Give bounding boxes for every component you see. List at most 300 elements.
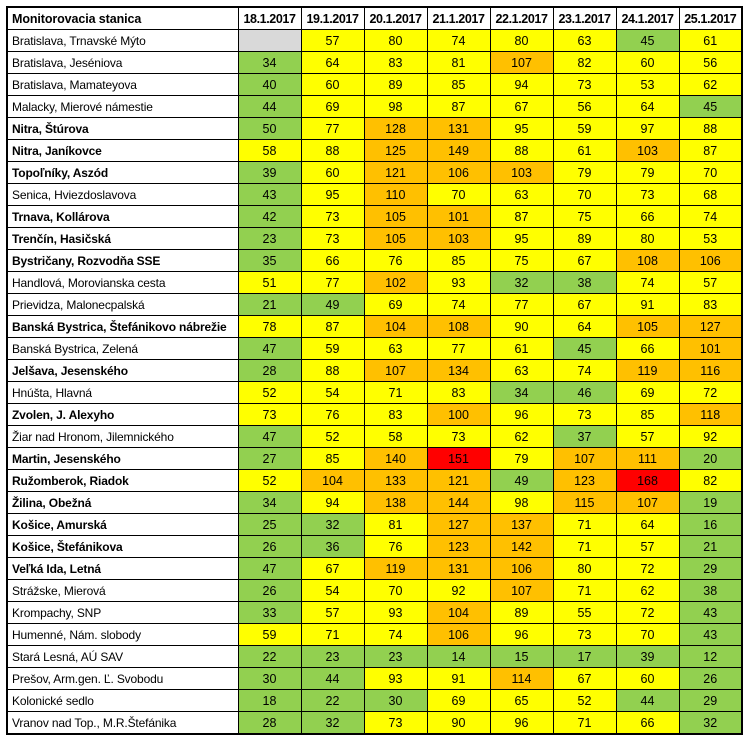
value-cell: 71 [553,514,616,536]
value-cell: 121 [364,162,427,184]
value-cell: 125 [364,140,427,162]
table-row [7,228,742,250]
value-cell: 73 [553,74,616,96]
station-name-cell: Žiar nad Hronom, Jilemnického [7,426,238,448]
value-cell: 26 [679,668,742,690]
value-cell: 85 [427,74,490,96]
station-name-cell: Humenné, Nám. slobody [7,624,238,646]
value-cell: 105 [616,316,679,338]
value-cell: 38 [553,272,616,294]
value-cell: 58 [364,426,427,448]
value-cell: 118 [679,404,742,426]
date-column-header: 22.1.2017 [490,7,553,30]
value-cell: 69 [364,294,427,316]
value-cell: 14 [427,646,490,668]
value-cell: 59 [238,624,301,646]
value-cell: 88 [301,360,364,382]
value-cell: 70 [679,162,742,184]
value-cell: 60 [301,162,364,184]
station-name-cell: Košice, Amurská [7,514,238,536]
value-cell: 26 [238,580,301,602]
value-cell: 77 [301,272,364,294]
table-row [7,580,742,602]
table-row [7,360,742,382]
value-cell: 70 [616,624,679,646]
value-cell: 123 [427,536,490,558]
table-row [7,338,742,360]
value-cell: 27 [238,448,301,470]
value-cell: 94 [301,492,364,514]
table-row [7,624,742,646]
value-cell: 25 [238,514,301,536]
value-cell: 88 [679,118,742,140]
table-row [7,404,742,426]
table-row [7,470,742,492]
value-cell: 33 [238,602,301,624]
value-cell: 67 [553,668,616,690]
value-cell: 87 [301,316,364,338]
value-cell: 73 [301,228,364,250]
station-column-header: Monitorovacia stanica [7,7,238,30]
value-cell: 46 [553,382,616,404]
table-row [7,250,742,272]
value-cell: 17 [553,646,616,668]
value-cell: 75 [490,250,553,272]
value-cell: 87 [427,96,490,118]
table-row [7,602,742,624]
value-cell: 104 [427,602,490,624]
table-row [7,448,742,470]
station-name-cell: Trenčín, Hasičská [7,228,238,250]
value-cell: 18 [238,690,301,712]
table-row [7,74,742,96]
value-cell: 57 [301,602,364,624]
value-cell: 72 [616,602,679,624]
table-row [7,184,742,206]
date-column-header: 23.1.2017 [553,7,616,30]
value-cell: 103 [427,228,490,250]
table-row [7,272,742,294]
value-cell: 53 [616,74,679,96]
value-cell: 63 [490,360,553,382]
table-row [7,294,742,316]
value-cell: 64 [616,96,679,118]
table-header-row [7,7,742,30]
value-cell: 98 [490,492,553,514]
value-cell: 104 [364,316,427,338]
value-cell: 140 [364,448,427,470]
value-cell: 73 [553,404,616,426]
station-name-cell: Veľká Ida, Letná [7,558,238,580]
value-cell: 133 [364,470,427,492]
value-cell: 116 [679,360,742,382]
table-row [7,558,742,580]
value-cell: 34 [238,52,301,74]
value-cell: 107 [616,492,679,514]
value-cell: 52 [238,382,301,404]
table-row [7,690,742,712]
value-cell: 87 [679,140,742,162]
value-cell: 74 [427,30,490,52]
value-cell: 51 [238,272,301,294]
table-row [7,206,742,228]
value-cell: 134 [427,360,490,382]
value-cell: 71 [553,536,616,558]
value-cell: 97 [616,118,679,140]
station-name-cell: Nitra, Janíkovce [7,140,238,162]
value-cell: 91 [427,668,490,690]
station-name-cell: Vranov nad Top., M.R.Štefánika [7,712,238,735]
station-name-cell: Prievidza, Malonecpalská [7,294,238,316]
value-cell: 39 [238,162,301,184]
value-cell: 56 [553,96,616,118]
value-cell: 96 [490,624,553,646]
station-name-cell: Handlová, Morovianska cesta [7,272,238,294]
value-cell: 108 [616,250,679,272]
value-cell: 76 [301,404,364,426]
value-cell: 73 [427,426,490,448]
value-cell: 32 [301,514,364,536]
table-row [7,96,742,118]
station-name-cell: Ružomberok, Riadok [7,470,238,492]
value-cell: 63 [490,184,553,206]
value-cell: 100 [427,404,490,426]
value-cell: 77 [490,294,553,316]
value-cell: 61 [679,30,742,52]
value-cell: 79 [616,162,679,184]
value-cell: 43 [679,602,742,624]
station-name-cell: Stará Lesná, AÚ SAV [7,646,238,668]
value-cell: 62 [679,74,742,96]
value-cell: 127 [427,514,490,536]
value-cell: 66 [616,206,679,228]
value-cell: 76 [364,536,427,558]
station-name-cell: Banská Bystrica, Zelená [7,338,238,360]
table-row [7,382,742,404]
value-cell: 111 [616,448,679,470]
value-cell: 28 [238,360,301,382]
value-cell: 63 [553,30,616,52]
value-cell: 69 [616,382,679,404]
value-cell: 85 [427,250,490,272]
value-cell: 67 [553,250,616,272]
station-name-cell: Strážske, Mierová [7,580,238,602]
value-cell: 54 [301,382,364,404]
station-name-cell: Krompachy, SNP [7,602,238,624]
value-cell: 21 [238,294,301,316]
value-cell: 108 [427,316,490,338]
value-cell: 32 [301,712,364,735]
value-cell: 110 [364,184,427,206]
value-cell: 32 [679,712,742,735]
table-body [7,30,742,735]
station-name-cell: Žilina, Obežná [7,492,238,514]
value-cell: 45 [679,96,742,118]
value-cell: 89 [364,74,427,96]
value-cell: 60 [616,668,679,690]
value-cell: 54 [301,580,364,602]
value-cell: 67 [553,294,616,316]
station-name-cell: Trnava, Kollárova [7,206,238,228]
value-cell: 37 [553,426,616,448]
value-cell: 52 [238,470,301,492]
value-cell: 30 [238,668,301,690]
value-cell: 85 [301,448,364,470]
value-cell: 67 [490,96,553,118]
value-cell: 55 [553,602,616,624]
station-name-cell: Kolonické sedlo [7,690,238,712]
value-cell: 89 [490,602,553,624]
value-cell: 92 [427,580,490,602]
value-cell: 76 [364,250,427,272]
value-cell: 93 [364,602,427,624]
value-cell: 49 [301,294,364,316]
value-cell: 61 [490,338,553,360]
value-cell: 83 [427,382,490,404]
value-cell: 127 [679,316,742,338]
value-cell: 80 [616,228,679,250]
value-cell: 64 [301,52,364,74]
value-cell: 36 [301,536,364,558]
value-cell: 26 [238,536,301,558]
value-cell: 96 [490,712,553,735]
value-cell: 12 [679,646,742,668]
value-cell: 92 [679,426,742,448]
table-row [7,492,742,514]
value-cell: 44 [238,96,301,118]
value-cell: 83 [679,294,742,316]
value-cell: 34 [490,382,553,404]
value-cell: 74 [616,272,679,294]
station-name-cell: Zvolen, J. Alexyho [7,404,238,426]
station-name-cell: Martin, Jesenského [7,448,238,470]
value-cell: 73 [616,184,679,206]
station-name-cell: Senica, Hviezdoslavova [7,184,238,206]
station-name-cell: Bratislava, Jeséniova [7,52,238,74]
value-cell: 119 [364,558,427,580]
value-cell: 77 [427,338,490,360]
value-cell: 72 [679,382,742,404]
value-cell: 57 [616,536,679,558]
value-cell: 23 [238,228,301,250]
value-cell: 15 [490,646,553,668]
station-name-cell: Bystričany, Rozvodňa SSE [7,250,238,272]
value-cell: 106 [679,250,742,272]
value-cell: 73 [238,404,301,426]
value-cell: 78 [238,316,301,338]
value-cell: 107 [490,52,553,74]
value-cell: 70 [427,184,490,206]
value-cell: 107 [490,580,553,602]
value-cell: 95 [490,228,553,250]
value-cell: 47 [238,558,301,580]
value-cell: 29 [679,558,742,580]
value-cell: 88 [301,140,364,162]
value-cell: 74 [364,624,427,646]
station-name-cell: Prešov, Arm.gen. Ľ. Svobodu [7,668,238,690]
monitoring-stations-table [6,6,743,735]
value-cell: 107 [553,448,616,470]
value-cell: 63 [364,338,427,360]
value-cell: 49 [490,470,553,492]
value-cell: 82 [553,52,616,74]
value-cell: 35 [238,250,301,272]
station-name-cell: Hnúšta, Hlavná [7,382,238,404]
value-cell: 45 [616,30,679,52]
value-cell: 19 [679,492,742,514]
value-cell: 22 [301,690,364,712]
table-row [7,712,742,735]
value-cell: 79 [553,162,616,184]
value-cell: 106 [427,624,490,646]
value-cell: 105 [364,206,427,228]
value-cell: 61 [553,140,616,162]
value-cell: 43 [679,624,742,646]
table-row [7,140,742,162]
value-cell: 66 [301,250,364,272]
value-cell: 28 [238,712,301,735]
value-cell: 74 [427,294,490,316]
table-row [7,162,742,184]
value-cell: 149 [427,140,490,162]
station-name-cell: Topoľníky, Aszód [7,162,238,184]
value-cell: 87 [490,206,553,228]
value-cell: 65 [490,690,553,712]
table-row [7,118,742,140]
value-cell: 52 [553,690,616,712]
value-cell: 66 [616,712,679,735]
value-cell: 64 [616,514,679,536]
station-name-cell: Malacky, Mierové námestie [7,96,238,118]
value-cell: 79 [490,448,553,470]
value-cell: 50 [238,118,301,140]
value-cell: 95 [301,184,364,206]
value-cell: 57 [301,30,364,52]
value-cell: 38 [679,580,742,602]
table-row [7,316,742,338]
value-cell: 90 [490,316,553,338]
table-row [7,52,742,74]
value-cell: 67 [301,558,364,580]
value-cell: 70 [553,184,616,206]
value-cell: 69 [301,96,364,118]
value-cell: 43 [238,184,301,206]
value-cell [238,30,301,52]
value-cell: 131 [427,118,490,140]
value-cell: 142 [490,536,553,558]
table-row [7,668,742,690]
value-cell: 53 [679,228,742,250]
value-cell: 137 [490,514,553,536]
value-cell: 73 [553,624,616,646]
value-cell: 62 [616,580,679,602]
value-cell: 105 [364,228,427,250]
value-cell: 69 [427,690,490,712]
value-cell: 45 [553,338,616,360]
value-cell: 73 [301,206,364,228]
value-cell: 30 [364,690,427,712]
value-cell: 71 [301,624,364,646]
value-cell: 70 [364,580,427,602]
value-cell: 83 [364,52,427,74]
date-column-header: 19.1.2017 [301,7,364,30]
value-cell: 107 [364,360,427,382]
value-cell: 83 [364,404,427,426]
value-cell: 168 [616,470,679,492]
value-cell: 114 [490,668,553,690]
value-cell: 59 [301,338,364,360]
value-cell: 80 [553,558,616,580]
value-cell: 94 [490,74,553,96]
station-name-cell: Košice, Štefánikova [7,536,238,558]
value-cell: 85 [616,404,679,426]
station-name-cell: Bratislava, Trnavské Mýto [7,30,238,52]
value-cell: 52 [301,426,364,448]
value-cell: 89 [553,228,616,250]
value-cell: 81 [427,52,490,74]
value-cell: 106 [490,558,553,580]
value-cell: 39 [616,646,679,668]
value-cell: 71 [553,580,616,602]
value-cell: 103 [616,140,679,162]
station-name-cell: Banská Bystrica, Štefánikovo nábrežie [7,316,238,338]
value-cell: 88 [490,140,553,162]
table-row [7,30,742,52]
value-cell: 57 [679,272,742,294]
station-name-cell: Bratislava, Mamateyova [7,74,238,96]
value-cell: 58 [238,140,301,162]
value-cell: 59 [553,118,616,140]
value-cell: 75 [553,206,616,228]
value-cell: 101 [427,206,490,228]
date-column-header: 25.1.2017 [679,7,742,30]
value-cell: 93 [427,272,490,294]
value-cell: 102 [364,272,427,294]
date-column-header: 24.1.2017 [616,7,679,30]
value-cell: 101 [679,338,742,360]
station-name-cell: Nitra, Štúrova [7,118,238,140]
value-cell: 74 [679,206,742,228]
value-cell: 73 [364,712,427,735]
value-cell: 103 [490,162,553,184]
value-cell: 82 [679,470,742,492]
value-cell: 68 [679,184,742,206]
value-cell: 121 [427,470,490,492]
value-cell: 57 [616,426,679,448]
value-cell: 23 [301,646,364,668]
value-cell: 77 [301,118,364,140]
value-cell: 72 [616,558,679,580]
value-cell: 98 [364,96,427,118]
value-cell: 47 [238,338,301,360]
value-cell: 104 [301,470,364,492]
value-cell: 128 [364,118,427,140]
value-cell: 91 [616,294,679,316]
value-cell: 96 [490,404,553,426]
value-cell: 138 [364,492,427,514]
value-cell: 64 [553,316,616,338]
value-cell: 60 [616,52,679,74]
value-cell: 119 [616,360,679,382]
date-column-header: 18.1.2017 [238,7,301,30]
value-cell: 22 [238,646,301,668]
date-column-header: 21.1.2017 [427,7,490,30]
value-cell: 20 [679,448,742,470]
value-cell: 16 [679,514,742,536]
date-column-header: 20.1.2017 [364,7,427,30]
value-cell: 62 [490,426,553,448]
value-cell: 21 [679,536,742,558]
